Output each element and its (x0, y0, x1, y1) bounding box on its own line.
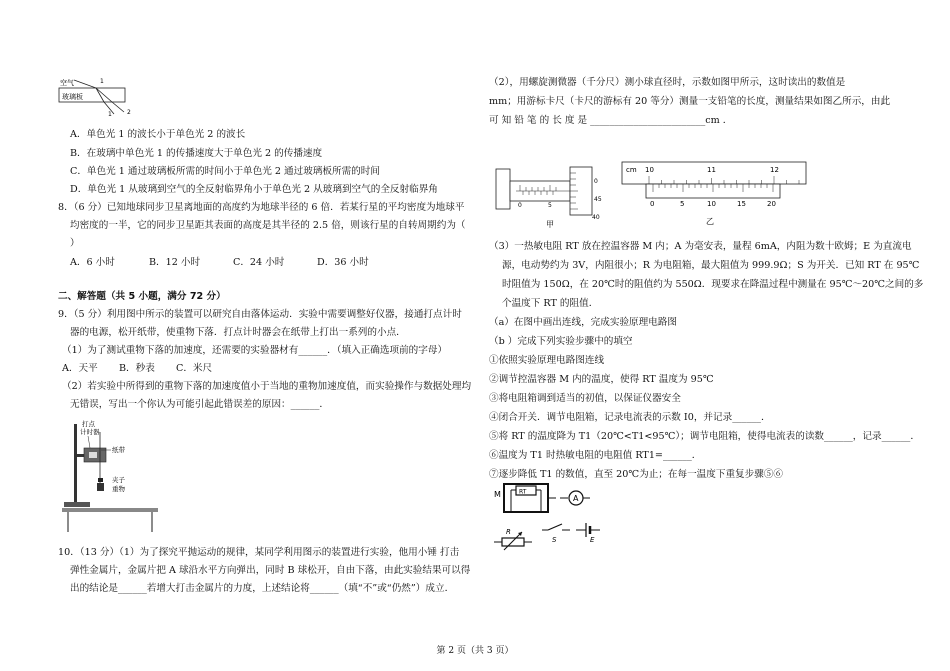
resistance-box-R (502, 538, 524, 546)
q10-3-part-b: （b ）完成下列实验步骤中的填空 (489, 336, 633, 347)
fig9-timer-label-2: 计时器 (80, 428, 100, 436)
q10-3-part-a: （a）在图中画出连线，完成实验原理电路图 (489, 317, 678, 328)
ray-2-out (112, 102, 124, 112)
micrometer-tick-40: 40 (592, 214, 600, 221)
circuit-RT-label: RT (519, 488, 527, 496)
step-3: ③将电阻箱调到适当的初值，以保证仪器安全 (489, 393, 681, 404)
q9-part-2-1: （2）若实验中所得到的重物下落的加速度值小于当地的重物加速度值，而实验操作与数据处理均 (62, 381, 472, 392)
timer-window (89, 452, 97, 458)
caliper-vernier-10: 10 (707, 200, 716, 208)
fig-ray-2-label: 2 (127, 109, 131, 116)
caliper-vernier-15: 15 (737, 200, 746, 208)
caliper-main-10: 10 (645, 166, 654, 174)
caliper-vernier-0: 0 (650, 200, 655, 208)
section-2-title: 二、解答题（共 5 小题，满分 72 分） (58, 291, 226, 302)
micrometer-main-5: 5 (548, 202, 552, 209)
fig9-weight-label: 重物 (112, 485, 125, 493)
q10-text-3: 出的结论是______若增大打击金属片的力度，上述结论将______（填“不”或“仍然”）成立． (70, 583, 455, 594)
stand-rod (74, 424, 77, 502)
incident-ray (74, 80, 96, 88)
switch-S (548, 524, 562, 530)
page-footer: 第 2 页（共 3 页） (436, 646, 514, 656)
q9-option-a: A．天平 (62, 363, 98, 374)
caliper-main-11: 11 (707, 166, 716, 174)
ray-2-glass (96, 88, 112, 102)
q10-text-1: 10．（13 分）（1）为了探究平抛运动的规律，某同学利用图示的装置进行实验，他用小锤 打击 (58, 547, 460, 558)
fig-jia-label: 甲 (546, 220, 554, 229)
circuit-E-label: E (590, 536, 595, 544)
ray-1-glass (96, 88, 104, 102)
vernier-caliper-figure (620, 158, 810, 230)
table-top (62, 508, 158, 512)
free-fall-apparatus-figure (60, 418, 160, 533)
q8-option-c: C．24 小时 (233, 257, 285, 268)
weight (97, 483, 104, 491)
q7-option-d: D．单色光 1 从玻璃到空气的全反射临界角小于单色光 2 从玻璃到空气的全反射临界角 (70, 184, 438, 195)
q9-part-2-2: 无错误，写出一个你认为可能引起此错误差的原因：______． (70, 399, 330, 410)
q9-part-1: （1）为了测试重物下落的加速度，还需要的实验器材有______．（填入正确选项前的字母） (62, 345, 448, 356)
q7-option-a: A．单色光 1 的波长小于单色光 2 的波长 (70, 129, 246, 140)
q8-text-1: 8．（6 分）已知地球同步卫星离地面的高度约为地球半径的 6 倍．若某行星的平均密度为地球平 (58, 202, 465, 213)
clip (98, 478, 103, 482)
q10-2-text-3: 可 知 铅 笔 的 长 度 是 ________________________cm ． (489, 115, 733, 126)
q9-option-c: C．米尺 (176, 363, 213, 374)
micrometer-main-0: 0 (518, 202, 522, 209)
fig-glass-label: 玻璃板 (62, 93, 83, 101)
fig9-timer-label-1: 打点 (82, 420, 95, 428)
circuit-A-label: A (573, 494, 579, 503)
caliper-cm-label: cm (626, 166, 637, 174)
q10-2-text-1: （2），用螺旋测微器（千分尺）测小球直径时，示数如图甲所示，这时读出的数值是 (489, 77, 846, 88)
q8-option-b: B．12 小时 (149, 257, 201, 268)
step-5: ⑤将 RT 的温度降为 T1（20℃<T1<95℃）；调节电阻箱，使得电流表的读数______，记录______． (489, 431, 920, 442)
refraction-figure (58, 76, 140, 118)
micrometer-figure (494, 157, 604, 229)
fig-yi-label: 乙 (706, 217, 714, 226)
q9-option-b: B．秒表 (119, 363, 155, 374)
q10-2-text-2: mm；用游标卡尺（卡尺的游标有 20 等分）测量一支铅笔的长度，测量结果如图乙所示，由此 (489, 96, 891, 107)
micrometer-frame (496, 169, 510, 209)
step-1: ①依照实验原理电路图连线 (489, 355, 605, 366)
fig-air-label: 空气 (60, 79, 74, 87)
step-6: ⑥温度为 T1 时热敏电阻的电阻值 RT1=______． (489, 450, 702, 461)
q7-option-b: B．在玻璃中单色光 1 的传播速度大于单色光 2 的传播速度 (70, 148, 323, 159)
caliper-main-12: 12 (770, 166, 779, 174)
circuit-M-label: M (494, 490, 501, 499)
q8-option-d: D．36 小时 (317, 257, 369, 268)
circuit-R-label: R (506, 528, 511, 536)
caliper-vernier-20: 20 (767, 200, 776, 208)
q8-option-a: A．6 小时 (70, 257, 115, 268)
fig-ray-1-top: 1 (100, 78, 104, 85)
q10-3-text-4: 个温度下 RT 的阻值． (502, 298, 599, 309)
fig9-clip-label: 夹子 (112, 476, 125, 484)
q7-option-c: C．单色光 1 通过玻璃板所需的时间小于单色光 2 通过玻璃板所需的时间 (70, 166, 380, 177)
step-2: ②调节控温容器 M 内的温度，使得 RT 温度为 95℃ (489, 374, 714, 385)
fig9-tape-label: 纸带 (112, 446, 125, 454)
q8-text-3: ） (70, 238, 80, 249)
q10-3-text-3: 时阻值为 150Ω，在 20℃时的阻值约为 550Ω．现要求在降温过程中测量在 95℃～20℃之间的多 (502, 279, 924, 290)
stand-base (64, 502, 90, 507)
q10-3-text-1: （3）一热敏电阻 RT 放在控温容器 M 内；A 为毫安表，量程 6mA，内阻为数十欧姆；E 为直流电 (489, 241, 912, 252)
caliper-vernier-5: 5 (680, 200, 685, 208)
q10-text-2: 弹性金属片，金属片把 A 球沿水平方向弹出，同时 B 球松开，自由下落，由此实验结果可以得 (70, 565, 471, 576)
q9-text-1: 9．（5 分）利用图中所示的装置可以研究自由落体运动．实验中需要调整好仪器，接通打点计时 (58, 309, 462, 320)
step-7: ⑦逐步降低 T1 的数值，直至 20℃为止；在每一温度下重复步骤⑤⑥ (489, 469, 784, 480)
q10-3-text-2: 源，电动势约为 3V，内阻很小；R 为电阻箱，最大阻值为 999.9Ω；S 为开关．已知 RT 在 95℃ (502, 260, 920, 271)
q9-text-2: 器的电源，松开纸带，使重物下落．打点计时器会在纸带上打出一系列的小点． (70, 327, 406, 338)
q8-text-2: 均密度的一半，它的同步卫星距其表面的高度是其半径的 2.5 倍，则该行星的自转周期约为（ (70, 220, 466, 231)
micrometer-tick-45: 45 (594, 196, 602, 203)
circuit-S-label: S (552, 536, 557, 544)
micrometer-tick-0: 0 (594, 178, 598, 185)
circuit-components-figure (494, 480, 624, 556)
fig-ray-1-label: 1 (108, 111, 112, 118)
step-4: ④闭合开关．调节电阻箱，记录电流表的示数 I0，并记录______． (489, 412, 771, 423)
